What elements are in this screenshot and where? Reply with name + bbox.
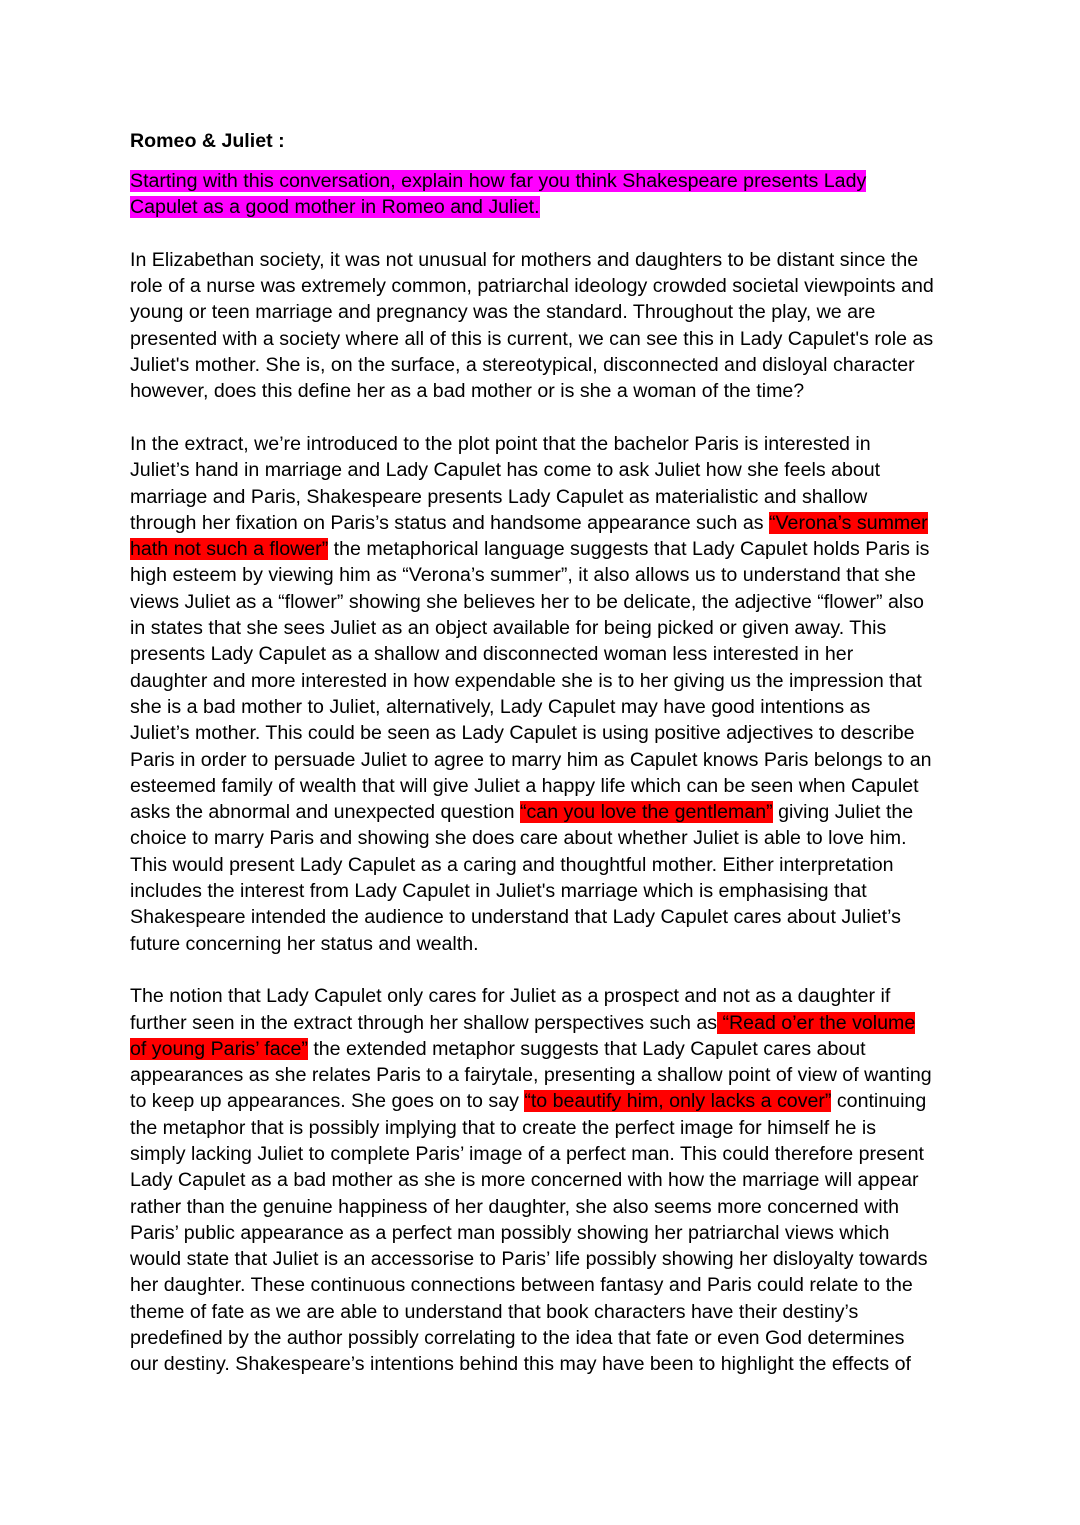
line-text: giving Juliet the — [772, 801, 914, 824]
line-text: to keep up appearances. She goes on to say — [130, 1090, 525, 1113]
paragraph-line: This would present Lady Capulet as a caring and thoughtful mother. Either interpretation — [130, 853, 894, 876]
paragraph-line: our destiny. Shakespeare’s intentions behind this may have been to highlight the effects of — [130, 1353, 911, 1376]
line-text: asks the abnormal and unexpected question — [130, 801, 520, 824]
paragraph-line: views Juliet as a “flower” showing she believes her to be delicate, the adjective “flower” also — [130, 590, 924, 613]
paragraph-line: Juliet’s mother. This could be seen as Lady Capulet is using positive adjectives to describe — [130, 722, 915, 745]
paragraph-line: theme of fate as we are able to understand that book characters have their destiny’s — [130, 1300, 859, 1323]
paragraph-line: her daughter. These continuous connections between fantasy and Paris could relate to the — [130, 1274, 913, 1297]
paragraph-intro — [130, 247, 960, 405]
paragraph-line: choice to marry Paris and showing she does care about whether Juliet is able to love him. — [130, 827, 907, 850]
paragraph-line — [130, 1088, 960, 1114]
question-line-2: Capulet as a good mother in Romeo and Juliet. — [130, 196, 540, 219]
paragraph-line: In the extract, we’re introduced to the plot point that the bachelor Paris is interested in — [130, 432, 871, 455]
paragraph-line: future concerning her status and wealth. — [130, 932, 479, 955]
paragraph-line: presents Lady Capulet as a shallow and disconnected woman less interested in her — [130, 643, 854, 666]
essay-title: Romeo & Juliet : — [130, 130, 285, 152]
paragraph-line: daughter and more interested in how expendable she is to her giving us the impression that — [130, 669, 922, 692]
line-text: further seen in the extract through her shallow perspectives such as — [130, 1011, 718, 1034]
paragraph-line — [130, 510, 960, 536]
paragraph-line: appearances as she relates Paris to a fairytale, presenting a shallow point of view of wanting — [130, 1064, 932, 1087]
paragraph-line — [130, 536, 960, 562]
paragraph-line: she is a bad mother to Juliet, alternatively, Lady Capulet may have good intentions as — [130, 695, 871, 718]
quote-highlight: “can you love the gentleman” — [519, 801, 773, 824]
paragraph-extract-analysis — [130, 431, 960, 957]
paragraph-line: simply lacking Juliet to complete Paris’ image of a perfect man. This could therefore present — [130, 1142, 924, 1165]
essay-body — [130, 128, 960, 1404]
quote-highlight: “to beautify him, only lacks a cover” — [524, 1090, 832, 1113]
paragraph-line: rather than the genuine happiness of her daughter, she also seems more concerned with — [130, 1195, 899, 1218]
paragraph-line: role of a nurse was extremely common, patriarchal ideology crowded societal viewpoints and — [130, 275, 934, 298]
quote-highlight: “Verona’s summer — [769, 511, 928, 534]
paragraph-line — [130, 799, 960, 825]
essay-question — [130, 168, 960, 221]
line-text: through her fixation on Paris’s status and handsome appearance such as — [130, 511, 770, 534]
paragraph-line — [130, 1036, 960, 1062]
paragraph-line: Juliet's mother. She is, on the surface, a stereotypical, disconnected and disloyal character — [130, 354, 915, 377]
quote-highlight: “Read o’er the volume — [717, 1011, 916, 1034]
paragraph-line: The notion that Lady Capulet only cares for Juliet as a prospect and not as a daughter if — [130, 985, 891, 1008]
paragraph-line: marriage and Paris, Shakespeare presents Lady Capulet as materialistic and shallow — [130, 485, 868, 508]
paragraph-line: Shakespeare intended the audience to understand that Lady Capulet cares about Juliet’s — [130, 906, 901, 929]
line-text: the metaphorical language suggests that Lady Capulet holds Paris is — [328, 538, 930, 561]
quote-highlight: hath not such a flower” — [130, 538, 329, 561]
line-text: the extended metaphor suggests that Lady Capulet cares about — [307, 1037, 866, 1060]
paragraph-line: in states that she sees Juliet as an object available for being picked or given away. This — [130, 617, 887, 640]
paragraph-line: Lady Capulet as a bad mother as she is more concerned with how the marriage will appear — [130, 1169, 919, 1192]
paragraph-line: Paris in order to persuade Juliet to agree to marry him as Capulet knows Paris belongs to an — [130, 748, 932, 771]
line-text: continuing — [831, 1090, 927, 1113]
paragraph-line: predefined by the author possibly correlating to the idea that fate or even God determines — [130, 1327, 905, 1350]
paragraph-line — [130, 1010, 960, 1036]
quote-highlight: of young Paris’ face” — [130, 1037, 308, 1060]
paragraph-line: Paris’ public appearance as a perfect man possibly showing her patriarchal views which — [130, 1221, 890, 1244]
paragraph-line: Juliet’s hand in marriage and Lady Capulet has come to ask Juliet how she feels about — [130, 459, 881, 482]
question-line-1: Starting with this conversation, explain how far you think Shakespeare presents Lady — [130, 170, 867, 192]
paragraph-shallow-perspectives — [130, 983, 960, 1377]
paragraph-line: high esteem by viewing him as “Verona’s summer”, it also allows us to understand that she — [130, 564, 916, 587]
paragraph-line: however, does this define her as a bad mother or is she a woman of the time? — [130, 380, 805, 403]
paragraph-line: the metaphor that is possibly implying that to create the perfect image for himself he is — [130, 1116, 877, 1139]
paragraph-line: esteemed family of wealth that will give Juliet a happy life which can be seen when Capulet — [130, 774, 919, 797]
paragraph-line: In Elizabethan society, it was not unusual for mothers and daughters to be distant since the — [130, 248, 919, 271]
paragraph-line: young or teen marriage and pregnancy was the standard. Throughout the play, we are — [130, 301, 876, 324]
paragraph-line: would state that Juliet is an accessorise to Paris’ life possibly showing her disloyalty towards — [130, 1248, 928, 1271]
paragraph-line: includes the interest from Lady Capulet in Juliet's marriage which is emphasising that — [130, 880, 867, 903]
paragraph-line: presented with a society where all of this is current, we can see this in Lady Capulet's role as — [130, 327, 934, 350]
